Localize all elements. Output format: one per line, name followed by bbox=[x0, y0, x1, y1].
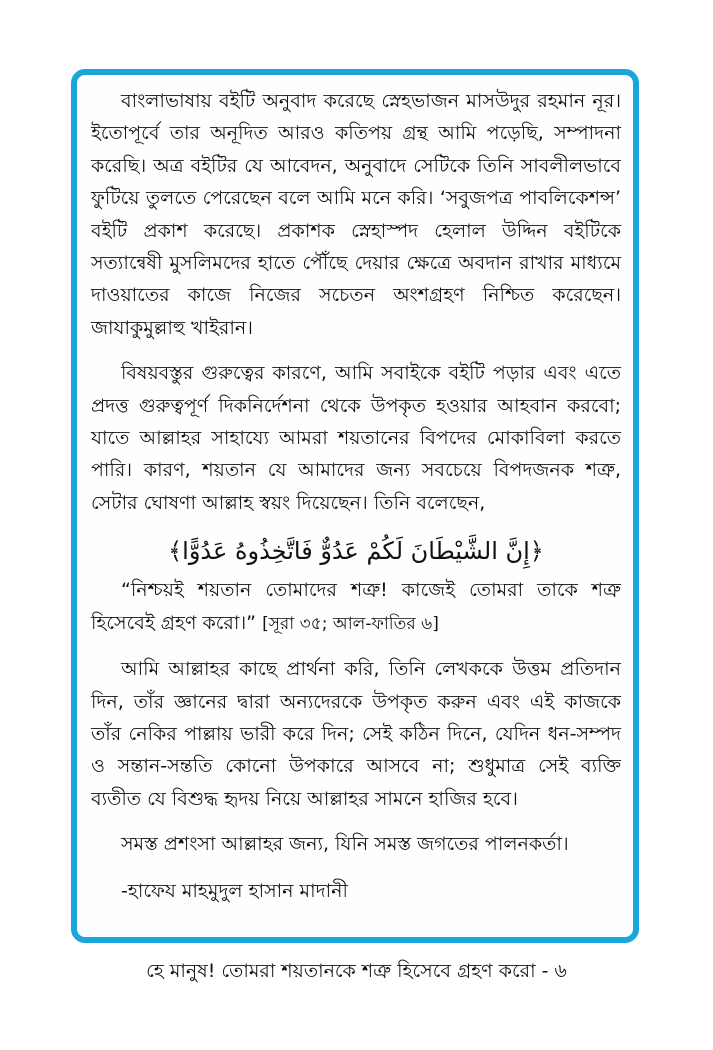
content-frame bbox=[71, 69, 639, 943]
closing-line: সমস্ত প্রশংসা আল্লাহর জন্য, যিনি সমস্ত জগতের পালনকর্তা। bbox=[121, 833, 569, 856]
verse-translation bbox=[91, 574, 621, 640]
verse-reference: [সূরা ৩৫; আল-ফাতির ৬] bbox=[262, 613, 439, 634]
translation-text: “নিশ্চয়ই শয়তান তোমাদের শত্রু! কাজেই তোমরা তাকে শত্রু হিসেবেই গ্রহণ করো।” bbox=[91, 579, 621, 634]
author-signature: -হাফেয মাহমুদুল হাসান মাদানী bbox=[121, 879, 348, 902]
paragraph-recommendation: বিষয়বস্তুর গুরুত্বের কারণে, আমি সবাইকে বইটি পড়ার এবং এতে প্রদত্ত গুরুত্বপূর্ণ দিকনির্দেশনা থেকে উপকৃত হওয়ার আহবান করবো; যাতে আল্লাহর সাহায্যে আমরা শয়তানের বিপদের মোকাবিলা করতে পারি। কারণ, শয়তান যে আমাদের জন্য সবচেয়ে বিপদজনক শত্রু, সেটার ঘোষণা আল্লাহ স্বয়ং দিয়েছেন। তিনি বলেছেন, bbox=[91, 362, 621, 514]
arabic-verse: ﴿إِنَّ الشَّيْطَانَ لَكُمْ عَدُوٌّ فَاتَّخِذُوهُ عَدُوًّا﴾ bbox=[168, 537, 544, 566]
paragraph-translator-note: বাংলাভাষায় বইটি অনুবাদ করেছে স্নেহভাজন মাসউদুর রহমান নূর। ইতোপূর্বে তার অনূদিত আরও কতিপয় গ্রন্থ আমি পড়েছি, সম্পাদনা করেছি। অত্র বইটির যে আবেদন, অনুবাদে সেটিকে তিনি সাবলীলভাবে ফুটিয়ে তুলতে পেরেছেন বলে আমি মনে করি। ‘সবুজপত্র পাবলিকেশন্স’ বইটি প্রকাশ করেছে। প্রকাশক স্নেহাস্পদ হেলাল উদ্দিন বইটিকে সত্যান্বেষী মুসলিমদের হাতে পৌঁছে দেয়ার ক্ষেত্রে অবদান রাখার মাধ্যমে দাওয়াতের কাজে নিজের সচেতন অংশগ্রহণ নিশ্চিত করেছেন। জাযাকুমুল্লাহু খাইরান। bbox=[91, 90, 621, 339]
running-footer: হে মানুষ! তোমরা শয়তানকে শত্রু হিসেবে গ্রহণ করো - ৬ bbox=[146, 960, 567, 982]
page-content bbox=[91, 85, 621, 907]
paragraph-prayer: আমি আল্লাহর কাছে প্রার্থনা করি, তিনি লেখককে উত্তম প্রতিদান দিন, তাঁর জ্ঞানের দ্বারা অন্যদেরকে উপকৃত করুন এবং এই কাজকে তাঁর নেকির পাল্লায় ভারী করে দিন; সেই কঠিন দিনে, যেদিন ধন-সম্পদ ও সন্তান-সন্ততি কোনো উপকারে আসবে না; শুধুমাত্র সেই ব্যক্তি ব্যতীত যে বিশুদ্ধ হৃদয় নিয়ে আল্লাহর সামনে হাজির হবে। bbox=[91, 658, 621, 810]
